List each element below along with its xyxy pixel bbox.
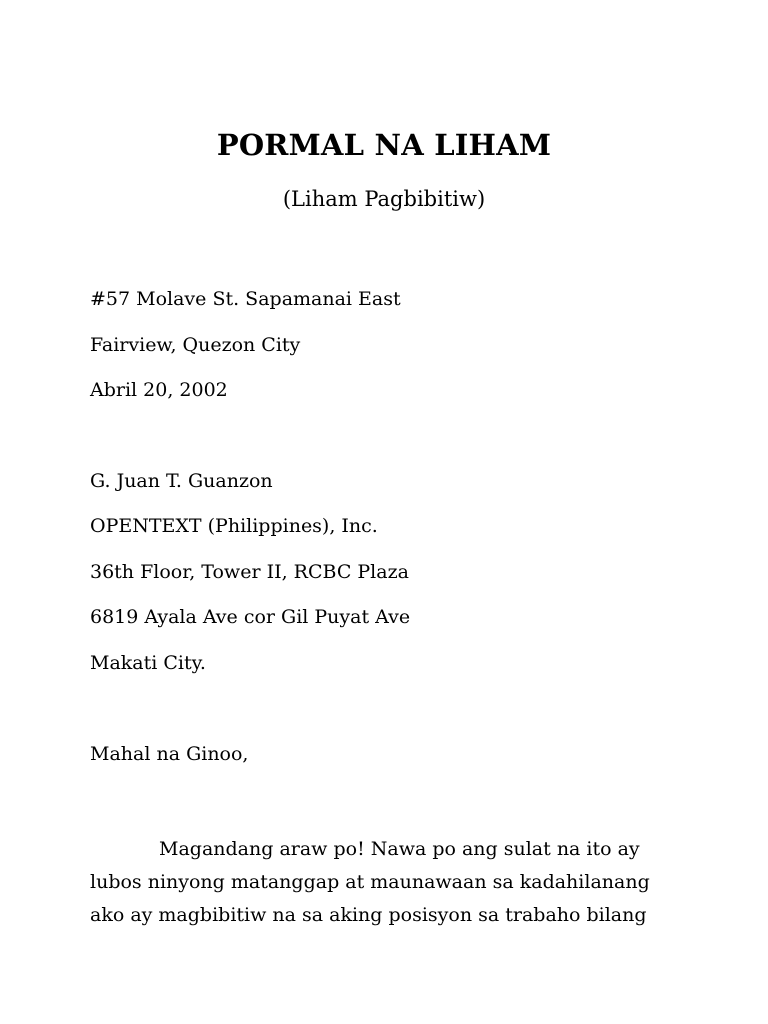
letter-date: Abril 20, 2002 xyxy=(90,379,228,401)
body-paragraph xyxy=(90,833,660,932)
salutation: Mahal na Ginoo, xyxy=(90,743,249,765)
sender-address-line: #57 Molave St. Sapamanai East xyxy=(90,288,401,310)
recipient-city: Makati City. xyxy=(90,652,206,674)
body-line: Magandang araw po! Nawa po ang sulat na ito ay xyxy=(159,838,640,860)
body-line: lubos ninyong matanggap at maunawaan sa kadahilanang xyxy=(90,871,650,893)
body-line: ako ay magbibitiw na sa aking posisyon sa trabaho bilang xyxy=(90,904,647,926)
letter-subtitle: (Liham Pagbibitiw) xyxy=(282,187,486,211)
letter-title: PORMAL NA LIHAM xyxy=(216,128,552,162)
recipient-address-line: 6819 Ayala Ave cor Gil Puyat Ave xyxy=(90,606,411,628)
recipient-company: OPENTEXT (Philippines), Inc. xyxy=(90,515,378,537)
recipient-address-line: 36th Floor, Tower II, RCBC Plaza xyxy=(90,561,409,583)
sender-address-line: Fairview, Quezon City xyxy=(90,334,301,356)
recipient-name: G. Juan T. Guanzon xyxy=(90,470,273,492)
